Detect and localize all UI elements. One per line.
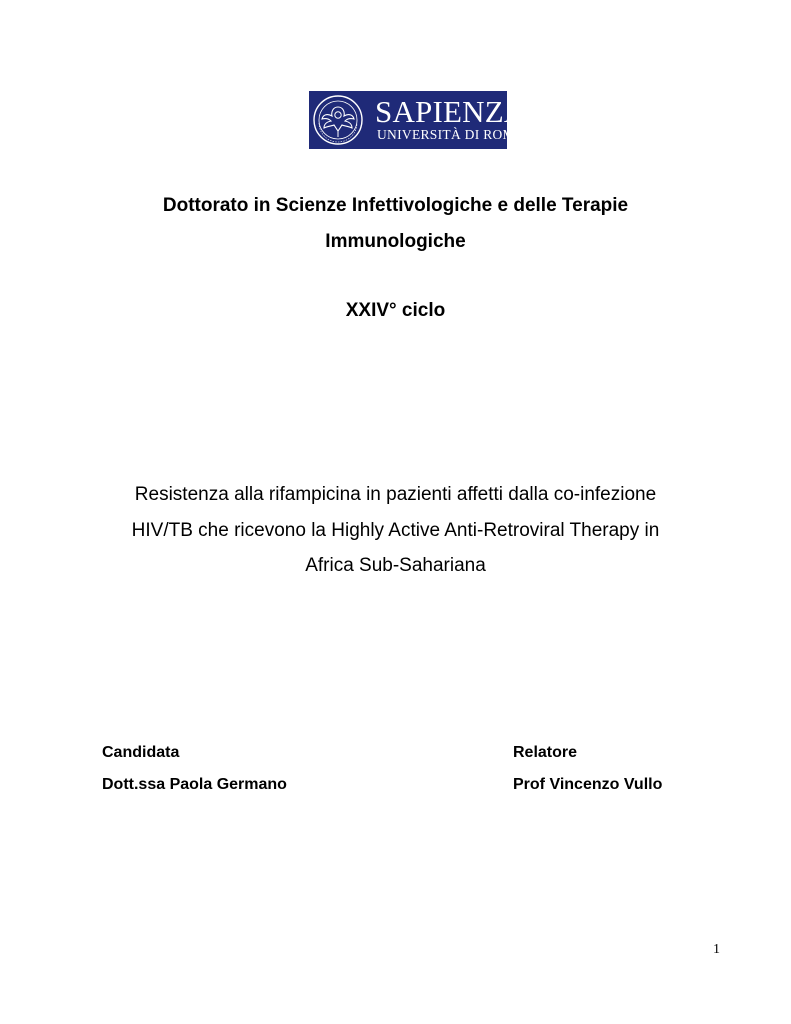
thesis-title (80, 477, 711, 584)
university-seal-icon (311, 93, 365, 147)
logo-brand-name: SAPIENZA (375, 94, 527, 129)
thesis-title-line: HIV/TB che ricevono la Highly Active Anti-Retroviral Therapy in (131, 519, 660, 541)
logo-brand-subtitle: UNIVERSITÀ DI ROMA (377, 127, 525, 142)
program-title-line: Dottorato in Scienze Infettivologiche e delle Terapie (162, 195, 629, 216)
advisor-label: Relatore (513, 744, 578, 761)
advisor-name: Prof Vincenzo Vullo (513, 776, 663, 793)
thesis-title-line: Africa Sub-Sahariana (305, 555, 486, 576)
candidate-name: Dott.ssa Paola Germano (102, 776, 287, 793)
program-title (60, 188, 731, 260)
candidate-label: Candidata (102, 744, 180, 761)
thesis-title-line: Resistenza alla rifampicina in pazienti affetti dalla co-infezione (134, 484, 657, 505)
page-number: 1 (713, 942, 720, 957)
program-title-line: Immunologiche (325, 231, 466, 252)
university-logo (309, 91, 527, 149)
candidate-block (102, 737, 287, 801)
cycle-label: XXIV° ciclo (345, 300, 446, 321)
advisor-block (513, 737, 662, 801)
